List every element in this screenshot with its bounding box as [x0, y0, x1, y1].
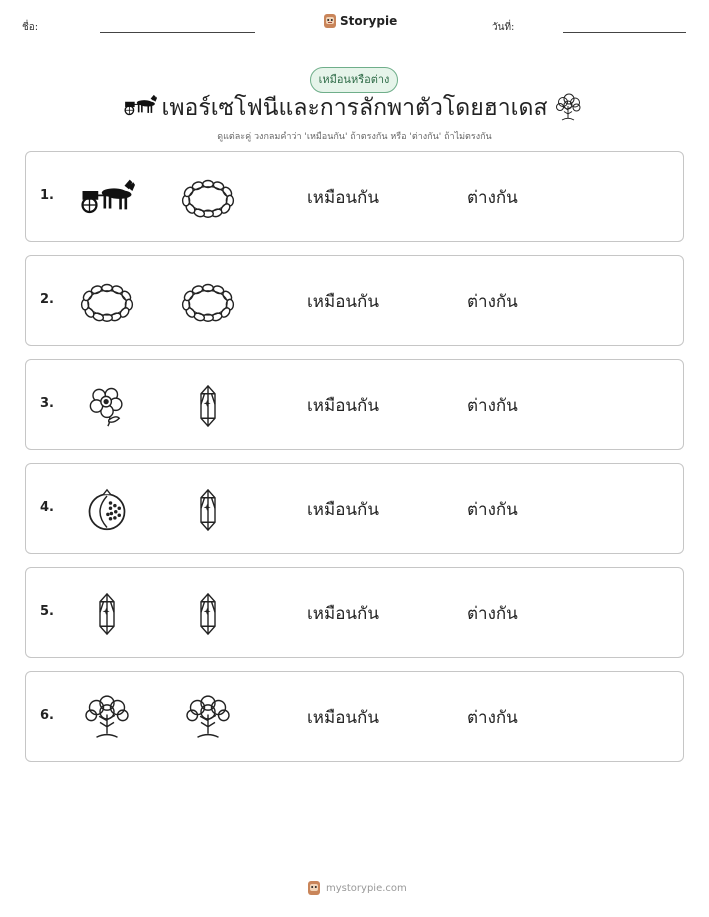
question-row [25, 671, 684, 762]
same-option[interactable]: เหมือนกัน [307, 708, 379, 728]
tree-icon [553, 91, 583, 127]
storypie-logo [323, 13, 397, 29]
question-row [25, 151, 684, 242]
pomegranate-icon [79, 484, 135, 536]
same-option[interactable]: เหมือนกัน [307, 396, 379, 416]
crystal-icon [180, 588, 236, 640]
crystal-icon [180, 380, 236, 432]
worksheet-type-badge: เหมือนหรือต่าง [310, 67, 398, 93]
question-number: 1. [40, 188, 54, 203]
question-number: 6. [40, 708, 54, 723]
worksheet-title: เพอร์เซโฟนีและการลักพาตัวโดยฮาเดส [161, 95, 548, 121]
flower-icon [79, 380, 135, 432]
different-option[interactable]: ต่างกัน [467, 604, 518, 624]
question-number: 5. [40, 604, 54, 619]
different-option[interactable]: ต่างกัน [467, 708, 518, 728]
tree-icon [180, 692, 236, 744]
tree-icon [79, 692, 135, 744]
same-option[interactable]: เหมือนกัน [307, 292, 379, 312]
different-option[interactable]: ต่างกัน [467, 396, 518, 416]
question-row [25, 359, 684, 450]
question-number: 3. [40, 396, 54, 411]
name-line[interactable] [100, 32, 255, 33]
wreath-icon [79, 276, 135, 328]
same-option[interactable]: เหมือนกัน [307, 188, 379, 208]
same-option[interactable]: เหมือนกัน [307, 604, 379, 624]
mascot-icon [323, 13, 337, 29]
question-row [25, 463, 684, 554]
wreath-icon [180, 276, 236, 328]
question-number: 2. [40, 292, 54, 307]
same-option[interactable]: เหมือนกัน [307, 500, 379, 520]
instructions: ดูแต่ละคู่ วงกลมคำว่า 'เหมือนกัน' ถ้าตรงกัน หรือ 'ต่างกัน' ถ้าไม่ตรงกัน [217, 132, 492, 142]
footer [307, 880, 407, 896]
question-number: 4. [40, 500, 54, 515]
different-option[interactable]: ต่างกัน [467, 292, 518, 312]
footer-url: mystorypie.com [326, 882, 407, 894]
crystal-icon [180, 484, 236, 536]
brand-name: Storypie [340, 14, 398, 28]
question-row [25, 255, 684, 346]
crystal-icon [79, 588, 135, 640]
question-row [25, 567, 684, 658]
mascot-icon [307, 880, 321, 896]
date-label: วันที่: [492, 22, 515, 33]
date-line[interactable] [563, 32, 686, 33]
different-option[interactable]: ต่างกัน [467, 500, 518, 520]
chariot-icon [79, 172, 135, 224]
name-label: ชื่อ: [22, 22, 39, 33]
different-option[interactable]: ต่างกัน [467, 188, 518, 208]
wreath-icon [180, 172, 236, 224]
